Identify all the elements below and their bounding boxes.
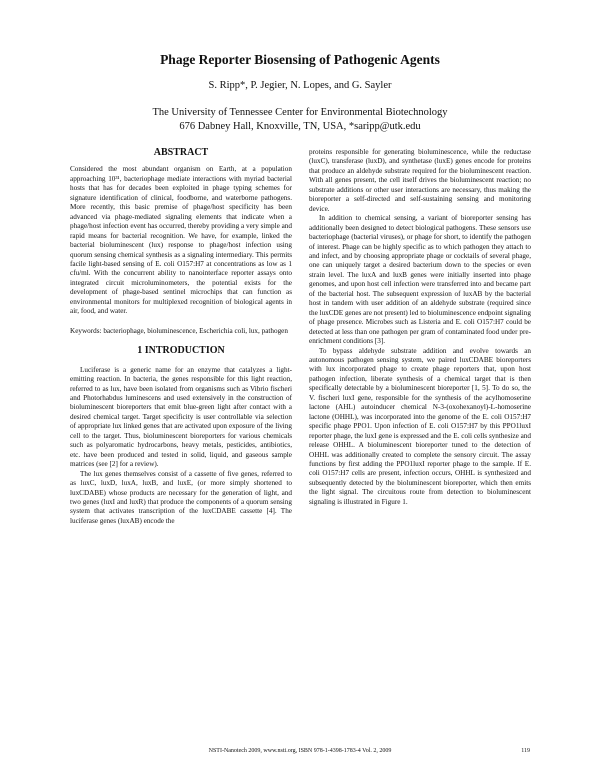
- page-number: 119: [521, 748, 530, 754]
- left-column: [70, 148, 292, 526]
- body-paragraph: The lux genes themselves consist of a cassette of five genes, referred to as luxC, luxD, luxA, luxB, and luxE, (or more simply shortened to luxCDABE) whose products are necessary for the generation of light, and two genes (luxI and luxR) that produce the components of a quorum sensing system that activates transcription of the luxCDABE cassette [4]. The luciferase genes (luxAB) encode the: [70, 469, 292, 525]
- right-column: [309, 148, 531, 507]
- body-paragraph: Luciferase is a generic name for an enzyme that catalyzes a light-emitting reaction. In bacteria, the genes responsible for this light reaction, referred to as lux, have been isolated from organisms such as Vibrio fischeri and Photorhabdus luminescens and used extensively in the construction of bioluminescent bioreporters that emit blue-green light after contact with a desired chemical target. Target specificity is user controllable via selection of appropriate lux linked genes that are activated upon exposure of the living cell to the target. Thus, bioluminescent bioreporters for various chemicals such as polyaromatic hydrocarbons, heavy metals, pesticides, antibiotics, etc. have been produced and tested in solid, liquid, and gaseous sample matrices (see [2] for a review).: [70, 365, 292, 469]
- paper-title: Phage Reporter Biosensing of Pathogenic Agents: [160, 52, 440, 67]
- body-paragraph: To bypass aldehyde substrate addition and evolve towards an autonomous pathogen sensing system, we paired luxCDABE bioreporters with lux incorporated phage to create phage reporters that, upon host pathogen infection, liberate synthesis of a chemical target that is then specifically detectable by a bioluminescent bioreporter [1, 5]. To do so, the V. fischeri luxI gene, responsible for the synthesis of the acylhomoserine lactone (AHL) autoinducer chemical N-3-(oxohexanoyl)-L-homoserine lactone (OHHL), was incorporated into the genome of the E. coli O157:H7 specific phage PPO1. Upon infection of E. coli O157:H7 by this PPO1luxI reporter phage, the luxI gene is expressed and the E. coli cells synthesize and release OHHL. A bioluminescent bioreporter tuned to the detection of OHHL was additionally created to complete the sensory circuit. The assay functions by first adding the PPO1luxI reporter phage to the sample. If E. coli O157:H7 cells are present, infection occurs, OHHL is synthesized and subsequently detected by the bioluminescent bioreporter, which then emits the light signal. The circuitous route from detection to bioluminescent signaling is illustrated in Figure 1.: [309, 346, 531, 506]
- body-paragraph: proteins responsible for generating bioluminescence, while the reductase (luxC), transferase (luxD), and synthetase (luxE) genes encode for proteins that produce an aldehyde substrate required for the bioluminescent reaction. With all genes present, the cell itself drives the bioluminescent reaction; no substrate additions or other user interactions are necessary, thus making the bioreporter a self-directed and self-sustaining sensing and monitoring device.: [309, 148, 531, 213]
- author-list: S. Ripp*, P. Jegier, N. Lopes, and G. Sayler: [208, 80, 392, 91]
- affiliation-line: The University of Tennessee Center for Environmental Biotechnology: [152, 107, 448, 118]
- section-heading: 1 INTRODUCTION: [137, 345, 225, 357]
- body-paragraph: In addition to chemical sensing, a variant of bioreporter sensing has additionally been designed to detect biological pathogens. These sensors use bacteriophage (bacterial viruses), or phage for short, to identify the pathogen of interest. Phage can be highly specific as to which pathogen they attach to and infect, and by choosing appropriate phage or cocktails of several phage, one can uniquely target a desired bacterium down to the species or even strain level. The luxA and luxB genes were initially inserted into phage genomes, and upon host cell infection were transferred into and became part of the bacterial host. The subsequent expression of luxAB by the bacterial host in tandem with user addition of an aldehyde substrate (required since the luxCDE genes are not present) led to bioluminescence endpoint signaling of phage presence. Microbes such as Listeria and E. coli O157:H7 could be detected at less than one pathogen per gram of contaminated food under pre-enrichment conditions [3].: [309, 214, 531, 346]
- abstract-text: Considered the most abundant organism on Earth, at a population approaching 10³¹, bacteriophage mediate interactions with myriad bacterial hosts that has for decades been exploited in phage typing schemes for signature identification of clinical, foodborne, and waterborne pathogens. More recently, this basic premise of phage/host specificity has been advanced via phage-mediated signaling elements that indicate when a phage/host infection event has occurred, thereby providing a very simple and rapid means for bacterial recognition. We have, for example, linked the bacterial bioluminescent (lux) response to phage/host infection using quorum sensing chemical synthesis as a signaling intermediary. This permits facile light-based sensing of E. coli O157:H7 at concentrations as low as 1 cfu/ml. With the concurrent ability to nanointerface reporter assays onto integrated circuit microluminometers, the potential exists for the development of phage-based sentinel microchips that can function as environmental monitors for multiplexed recognition of biological agents in air, food, and water.: [70, 165, 292, 316]
- affiliation: [0, 106, 600, 134]
- keywords: Keywords: bacteriophage, bioluminescence, Escherichia coli, lux, pathogen: [70, 326, 288, 335]
- footer-citation: NSTI-Nanotech 2009, www.nsti.org, ISBN 978-1-4398-1783-4 Vol. 2, 2009: [208, 748, 392, 754]
- affiliation-line: 676 Dabney Hall, Knoxville, TN, USA, *saripp@utk.edu: [179, 121, 421, 132]
- abstract-heading: ABSTRACT: [153, 147, 209, 158]
